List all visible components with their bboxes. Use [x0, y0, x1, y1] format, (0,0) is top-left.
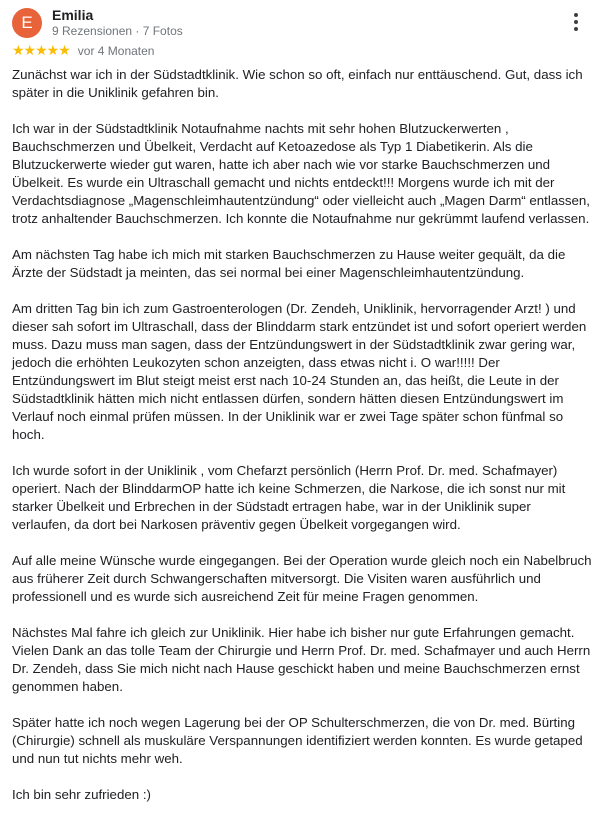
- review-paragraph: Zunächst war ich in der Südstadtklinik. Wie schon so oft, einfach nur enttäuschend. Gut, dass ich später in die Uniklinik gefahren bin.: [12, 67, 583, 100]
- review-paragraph: Ich war in der Südstadtklinik Notaufnahme nachts mit sehr hohen Blutzuckerwerten , Bauchschmerzen und Übelkeit, Verdacht auf Ketoazedose als Typ 1 Diabetikerin. Als die Blutzuckerwerte wieder gut waren, hatte ich aber nach wie vor starke Bauchschmerzen und Übelkeit. Es wurde ein Ultraschall gemacht und nichts entdeckt!!! Morgens wurde ich mit der Verdachtsdiagnose „Magenschleimhautentzündung“ oder vielleicht auch „Magen Darm“ entlassen, trotz anhaltender Bauchschmerzen. Ich konnte die Notaufnahme nur gekrümmt laufend verlassen.: [12, 121, 591, 226]
- more-vert-icon: [574, 13, 578, 17]
- review-paragraph: Ich wurde sofort in der Uniklinik , vom Chefarzt persönlich (Herrn Prof. Dr. med. Schafmayer) operiert. Nach der BlinddarmOP hatte ich keine Schmerzen, die Narkose, die ich sonst nur mit starker Übelkeit und Erbrechen in der Südstadt ertragen habe, war in der Uniklinik super verlaufen, da dort bei Narkosen präventiv gegen Übelkeit vorgegangen wird.: [12, 463, 566, 532]
- star-rating: ★★★★★: [12, 43, 70, 59]
- reviewer-name[interactable]: Emilia: [52, 7, 94, 23]
- review-date: vor 4 Monaten: [77, 44, 155, 58]
- review-text: [12, 66, 592, 822]
- rating-row: [12, 43, 154, 59]
- review-paragraph: Ich bin sehr zufrieden :): [12, 787, 151, 802]
- avatar[interactable]: E: [12, 8, 42, 38]
- review-paragraph: Am nächsten Tag habe ich mich mit starken Bauchschmerzen zu Hause weiter gequält, da die Ärzte der Südstadt ja meinten, das sei normal bei einer Magenschleimhautentzündung.: [12, 247, 566, 280]
- review-paragraph: Später hatte ich noch wegen Lagerung bei der OP Schulterschmerzen, die von Dr. med. Bürting (Chirurgie) schnell als muskuläre Verspannungen identifiziert werden konnten. Es wurde getaped und nun tut nichts mehr weh.: [12, 715, 583, 766]
- more-options-button[interactable]: [564, 10, 588, 34]
- reviewer-meta: 9 Rezensionen · 7 Fotos: [52, 24, 183, 38]
- review-paragraph: Am dritten Tag bin ich zum Gastroenterologen (Dr. Zendeh, Uniklinik, hervorragender Arzt! ) und dieser sah sofort im Ultraschall, dass der Blinddarm stark entzündet ist und sofort operiert werden muss. Dazu muss man sagen, dass der Entzündungswert in der Südstadtklinik zwar gering war, jedoch die erhöhten Leukozyten schon anzeigten, dass etwas nicht i. O war!!!!! Der Entzündungswert im Blut steigt meist erst nach 10-24 Stunden an, das heißt, die Leute in der Südstadtklinik hätten mich nicht entlassen dürfen, sondern hätten diesen Entzündungswert im Verlauf noch einmal prüfen müssen. In der Uniklinik war er zwei Tage später schon fünfmal so hoch.: [12, 301, 587, 442]
- review-paragraph: Nächstes Mal fahre ich gleich zur Uniklinik. Hier habe ich bisher nur gute Erfahrungen gemacht. Vielen Dank an das tolle Team der Chirurgie und Herrn Prof. Dr. med. Schafmayer und auch Herrn Dr. Zendeh, dass Sie mich nicht nach Hause geschickt haben und meine Bauchschmerzen ernst genommen haben.: [12, 625, 591, 694]
- review-header: [12, 6, 588, 38]
- review-paragraph: Auf alle meine Wünsche wurde eingegangen. Bei der Operation wurde gleich noch ein Nabelbruch aus früherer Zeit durch Schwangerschaften mitversorgt. Die Visiten waren ausführlich und professionell und es wurde sich ausreichend Zeit für meine Fragen genommen.: [12, 553, 592, 604]
